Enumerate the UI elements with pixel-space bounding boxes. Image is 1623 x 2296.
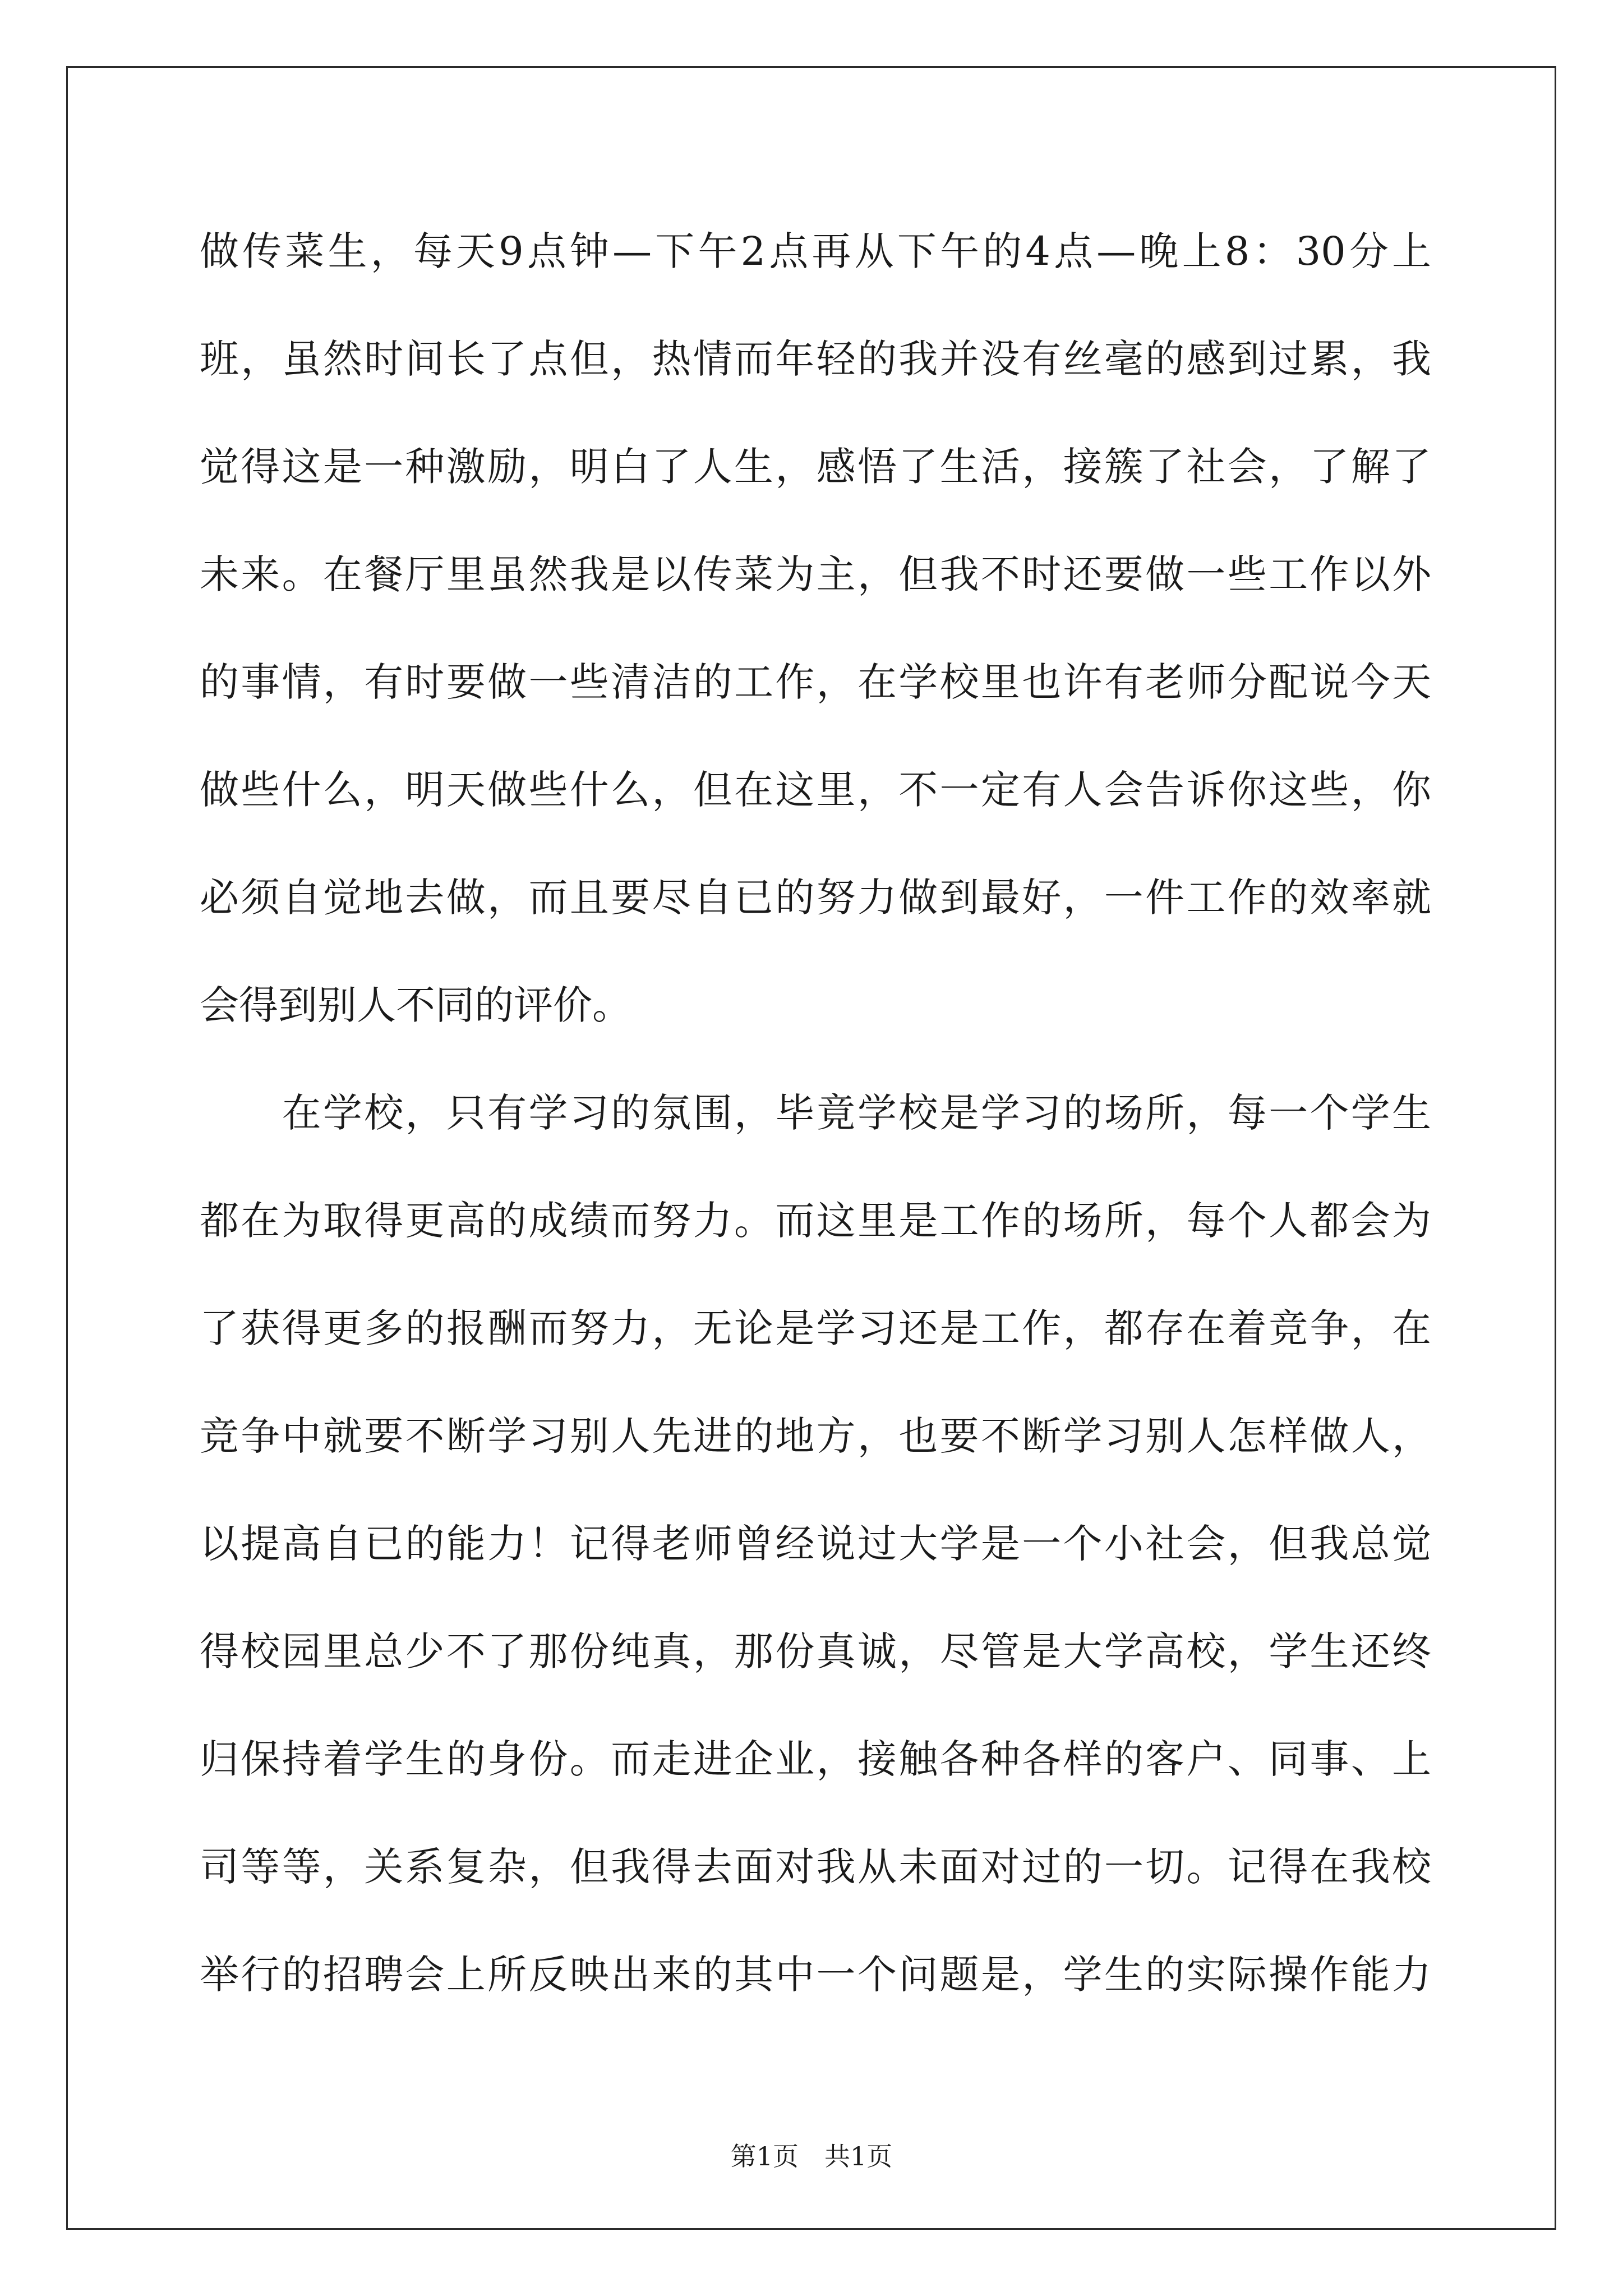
text-line: 都在为取得更高的成绩而努力。而这里是工作的场所，每个人都会为 (200, 1198, 1431, 1244)
text-line: 司等等，关系复杂，但我得去面对我从未面对过的一切。记得在我校 (200, 1844, 1431, 1890)
text-line: 班，虽然时间长了点但，热情而年轻的我并没有丝毫的感到过累，我 (200, 336, 1431, 382)
text-line: 会得到别人不同的评价。 (200, 982, 631, 1028)
text-line: 在学校，只有学习的氛围，毕竟学校是学习的场所，每一个学生 (200, 1090, 1431, 1136)
text-line: 竞争中就要不断学习别人先进的地方，也要不断学习别人怎样做人， (200, 1413, 1431, 1459)
text-line: 必须自觉地去做，而且要尽自已的努力做到最好，一件工作的效率就 (200, 875, 1431, 921)
text-line: 归保持着学生的身份。而走进企业，接触各种各样的客户、同事、上 (200, 1736, 1431, 1782)
text-line: 了获得更多的报酬而努力，无论是学习还是工作，都存在着竞争，在 (200, 1305, 1431, 1351)
text-line: 举行的招聘会上所反映出来的其中一个问题是，学生的实际操作能力 (200, 1952, 1431, 1998)
text-line: 做传菜生，每天9点钟—下午2点再从下午的4点—晚上8：30分上 (200, 228, 1431, 274)
text-line: 的事情，有时要做一些清洁的工作，在学校里也许有老师分配说今天 (200, 659, 1431, 705)
text-line: 未来。在餐厅里虽然我是以传菜为主，但我不时还要做一些工作以外 (200, 551, 1431, 597)
text-line: 做些什么，明天做些什么，但在这里，不一定有人会告诉你这些，你 (200, 767, 1431, 813)
text-line: 觉得这是一种激励，明白了人生，感悟了生活，接簇了社会，了解了 (200, 444, 1431, 490)
text-line: 得校园里总少不了那份纯真，那份真诚，尽管是大学高校，学生还终 (200, 1628, 1431, 1674)
text-line: 以提高自已的能力！记得老师曾经说过大学是一个小社会，但我总觉 (200, 1521, 1431, 1567)
page-frame (66, 66, 1556, 2230)
page-footer: 第1页 共1页 (730, 2141, 893, 2171)
